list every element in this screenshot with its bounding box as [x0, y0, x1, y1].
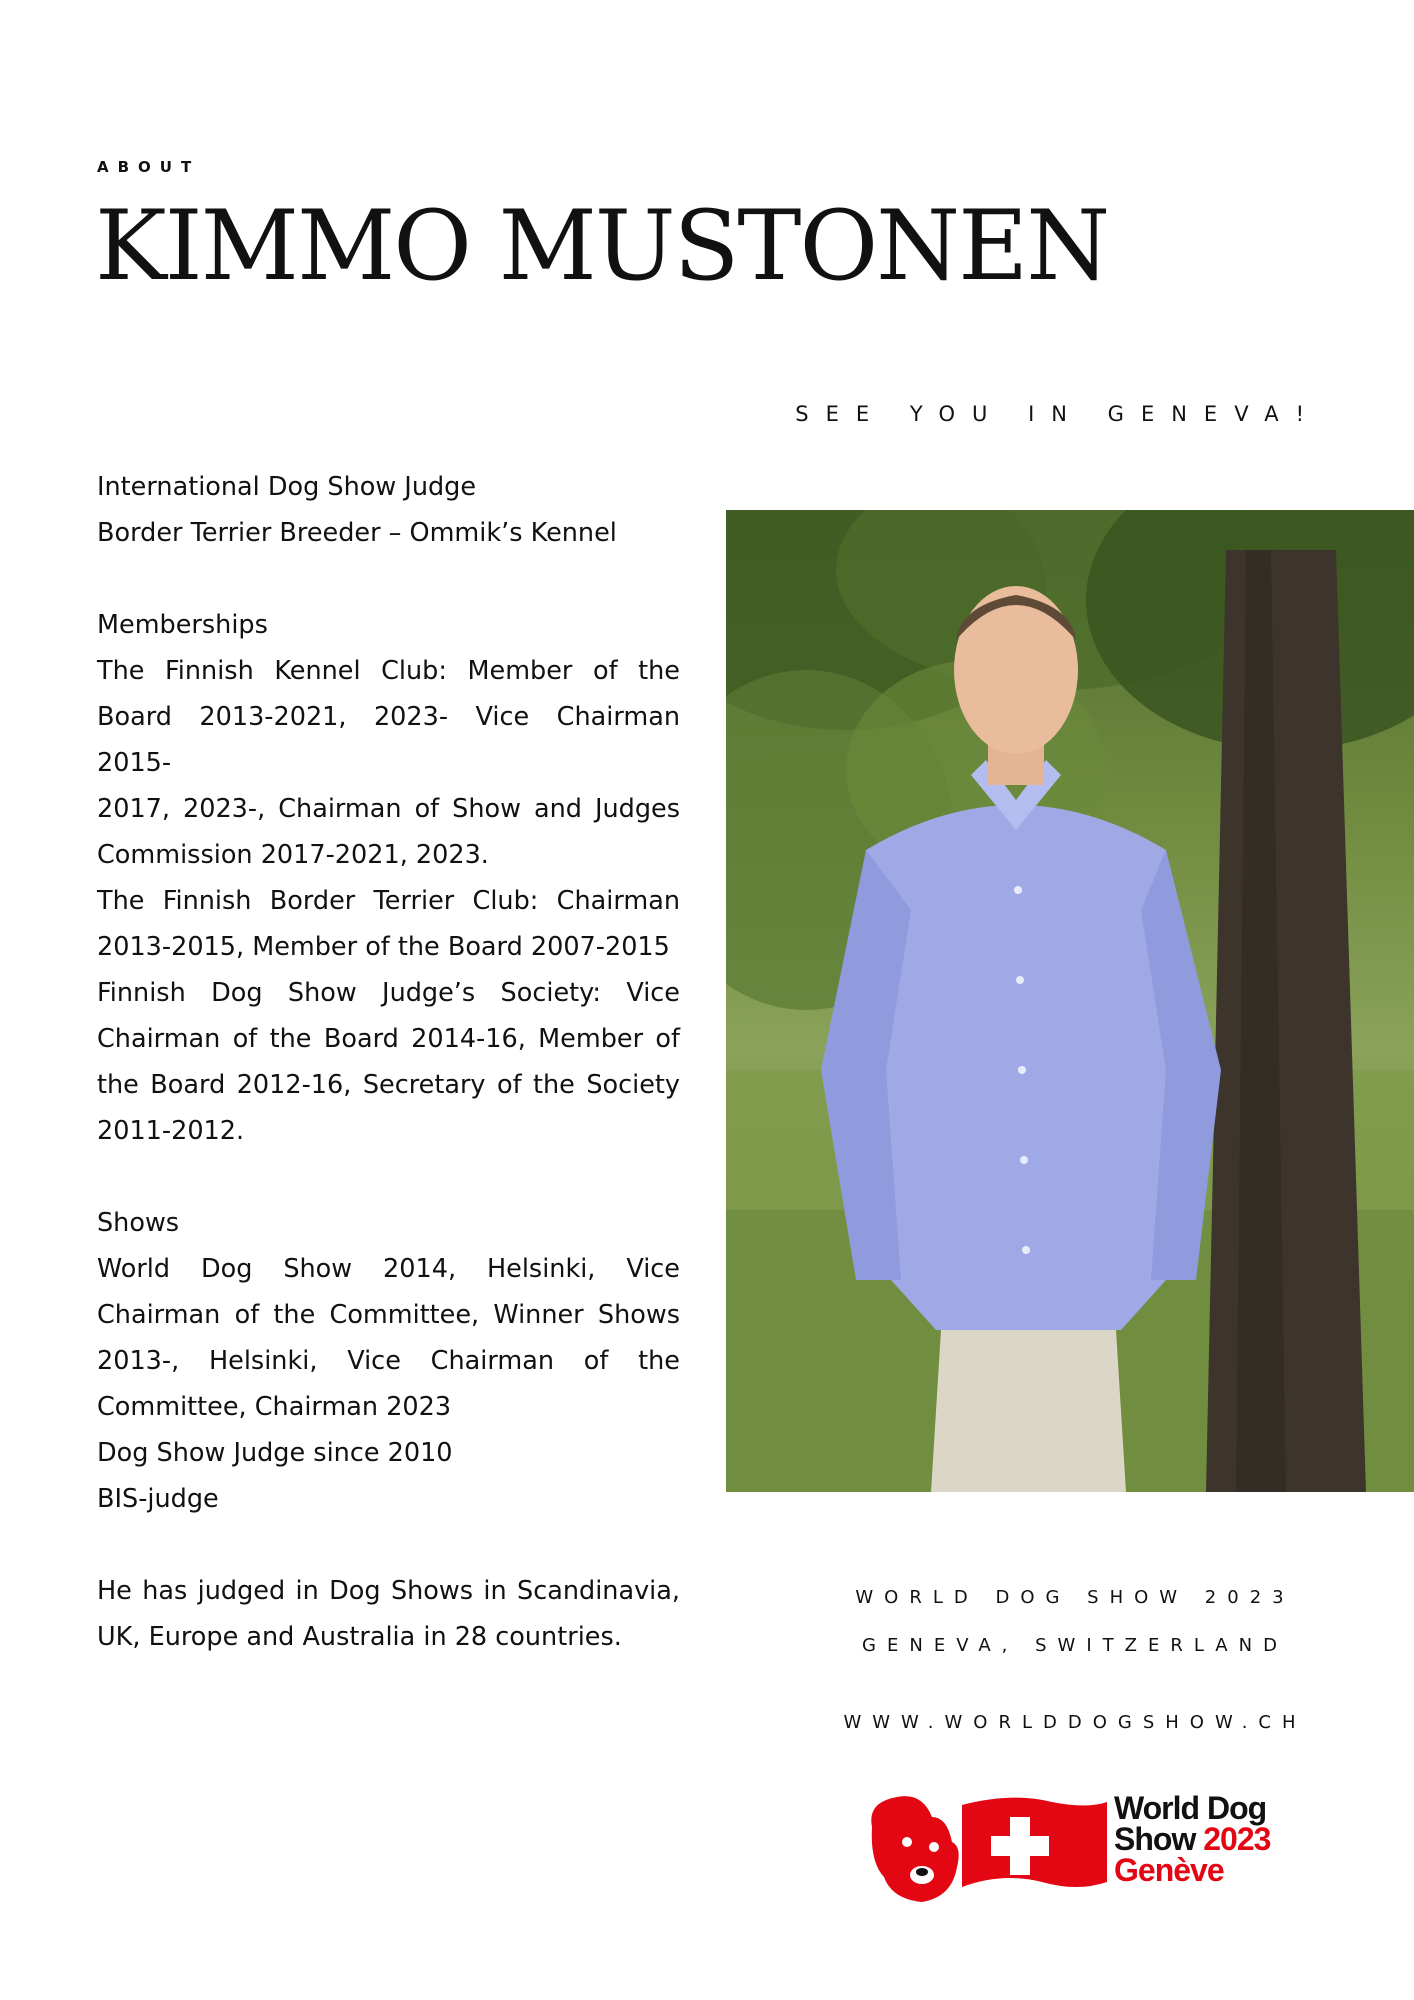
- portrait-illustration: [726, 510, 1414, 1492]
- judge-name: KIMMO MUSTONEN: [95, 190, 1109, 302]
- tagline: SEE YOU IN GENEVA!: [795, 402, 1321, 426]
- logo-line-2: [1114, 1821, 1271, 1857]
- membership-item: 2017, 2023-, Chairman of Show and Judges Commission 2017-2021, 2023.: [97, 794, 680, 870]
- shows-heading: Shows: [97, 1208, 180, 1238]
- show-item: World Dog Show 2014, Helsinki, Vice Chairman of the Committee, Winner Shows 2013-, Helsinki, Vice Chairman of the Committee, Chairman 2023: [97, 1254, 680, 1422]
- logo-wordmark: [1114, 1790, 1271, 1888]
- logo-show-text: Show: [1114, 1821, 1204, 1857]
- logo-line-3: Genève: [1114, 1852, 1224, 1888]
- membership-item: The Finnish Kennel Club: Member of the Board 2013-2021, 2023- Vice Chairman 2015-: [97, 656, 680, 778]
- section-eyebrow: ABOUT: [97, 158, 201, 176]
- event-location: GENEVA, SWITZERLAND: [862, 1635, 1288, 1656]
- bio-kennel: Border Terrier Breeder – Ommik’s Kennel: [97, 518, 617, 548]
- event-title: WORLD DOG SHOW 2023: [855, 1587, 1295, 1608]
- logo-year: 2023: [1203, 1821, 1271, 1857]
- logo-line-1: World Dog: [1114, 1790, 1267, 1826]
- biography: [97, 464, 680, 1660]
- membership-item: The Finnish Border Terrier Club: Chairman 2013-2015, Member of the Board 2007-2015: [97, 886, 680, 962]
- judging-summary: He has judged in Dog Shows in Scandinavia, UK, Europe and Australia in 28 countries.: [97, 1576, 680, 1652]
- show-item: BIS-judge: [97, 1484, 219, 1514]
- bio-role: International Dog Show Judge: [97, 472, 477, 502]
- event-website-link[interactable]: WWW.WORLDDOGSHOW.CH: [843, 1712, 1307, 1733]
- show-item: Dog Show Judge since 2010: [97, 1438, 453, 1468]
- world-dog-show-logo: [862, 1787, 1302, 1905]
- portrait-photo: [726, 510, 1414, 1492]
- dog-and-swiss-flag-icon: [862, 1787, 1112, 1905]
- membership-item: Finnish Dog Show Judge’s Society: Vice Chairman of the Board 2014-16, Member of the Board 2012-16, Secretary of the Society 2011-2012.: [97, 978, 680, 1146]
- memberships-heading: Memberships: [97, 610, 268, 640]
